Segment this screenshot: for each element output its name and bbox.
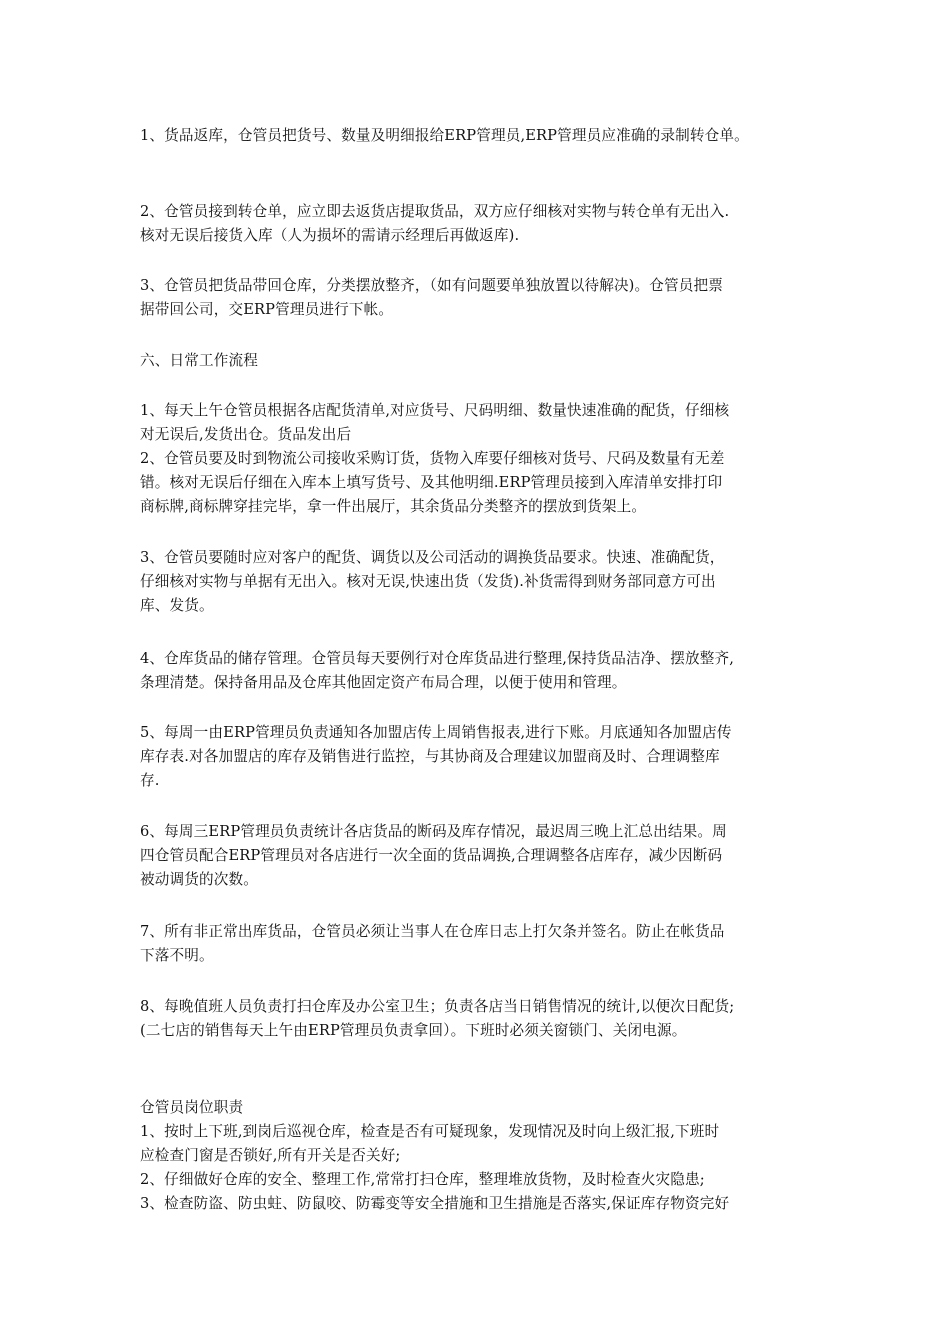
text-line: 1、每天上午仓管员根据各店配货清单,对应货号、尺码明细、数量快速准确的配货，仔细核	[140, 402, 730, 419]
text-line: 2、仔细做好仓库的安全、整理工作,常常打扫仓库，整理堆放货物，及时检查火灾隐患;	[140, 1171, 705, 1188]
text-line: 存.	[140, 772, 160, 789]
text-line: 5、每周一由ERP管理员负责通知各加盟店传上周销售报表,进行下账。月底通知各加盟店传	[140, 724, 732, 741]
text-line: 对无误后,发货出仓。货品发出后	[140, 426, 352, 443]
text-line: 据带回公司，交ERP管理员进行下帐。	[140, 301, 394, 318]
text-line: 3、仓管员要随时应对客户的配货、调货以及公司活动的调换货品要求。快速、准确配货，	[140, 549, 725, 566]
text-line: 下落不明。	[140, 947, 214, 964]
paragraph-daily-step-8	[140, 995, 830, 1043]
paragraph-return-step-3	[140, 274, 830, 322]
paragraph-return-step-1	[140, 124, 830, 148]
paragraph-return-step-2	[140, 200, 830, 248]
text-line: 6、每周三ERP管理员负责统计各店货品的断码及库存情况，最迟周三晚上汇总出结果。周	[140, 823, 727, 840]
section-heading: 仓管员岗位职责	[140, 1099, 244, 1116]
paragraph-daily-step-7	[140, 920, 830, 968]
text-line: 3、检查防盗、防虫蛀、防鼠咬、防霉变等安全措施和卫生措施是否落实,保证库存物资完好	[140, 1195, 730, 1212]
section-warehouse-keeper-duties	[140, 1096, 830, 1216]
paragraph-daily-step-5	[140, 721, 830, 793]
section-heading: 六、日常工作流程	[140, 352, 258, 369]
text-line: 库存表.对各加盟店的库存及销售进行监控，与其协商及合理建议加盟商及时、合理调整库	[140, 748, 720, 765]
text-line: 2、仓管员接到转仓单，应立即去返货店提取货品，双方应仔细核对实物与转仓单有无出入.	[140, 203, 730, 220]
paragraph-daily-step-6	[140, 820, 830, 892]
text-line: 库、发货。	[140, 597, 214, 614]
text-line: 条理清楚。保持备用品及仓库其他固定资产布局合理，以便于使用和管理。	[140, 674, 627, 691]
text-line: 1、按时上下班,到岗后巡视仓库，检查是否有可疑现象，发现情况及时向上级汇报,下班时	[140, 1123, 720, 1140]
paragraph-daily-step-1-2	[140, 399, 830, 519]
text-line: (二七店的销售每天上午由ERP管理员负责拿回）。下班时必须关窗锁门、关闭电源。	[140, 1022, 687, 1039]
section-heading-daily-workflow	[140, 349, 830, 373]
paragraph-daily-step-3	[140, 546, 830, 618]
text-line: 3、仓管员把货品带回仓库，分类摆放整齐，（如有问题要单独放置以待解决)。仓管员把票	[140, 277, 723, 294]
text-line: 应检查门窗是否锁好,所有开关是否关好;	[140, 1147, 401, 1164]
text-line: 被动调货的次数。	[140, 871, 258, 888]
text-line: 四仓管员配合ERP管理员对各店进行一次全面的货品调换,合理调整各店库存，减少因断码	[140, 847, 723, 864]
paragraph-daily-step-4	[140, 647, 830, 695]
text-line: 4、仓库货品的储存管理。仓管员每天要例行对仓库货品进行整理,保持货品洁净、摆放整齐,	[140, 650, 735, 667]
text-line: 核对无误后接货入库（人为损坏的需请示经理后再做返库).	[140, 227, 520, 244]
text-line: 仔细核对实物与单据有无出入。核对无误,快速出货（发货).补货需得到财务部同意方可出	[140, 573, 716, 590]
text-line: 错。核对无误后仔细在入库本上填写货号、及其他明细.ERP管理员接到入库清单安排打印	[140, 474, 723, 491]
text-line: 2、仓管员要及时到物流公司接收采购订货，货物入库要仔细核对货号、尺码及数量有无差	[140, 450, 725, 467]
text-line: 1、货品返库，仓管员把货号、数量及明细报给ERP管理员,ERP管理员应准确的录制转仓单。	[140, 127, 749, 144]
text-line: 8、每晚值班人员负责打扫仓库及办公室卫生；负责各店当日销售情况的统计,以便次日配货;	[140, 998, 735, 1015]
text-line: 7、所有非正常出库货品，仓管员必须让当事人在仓库日志上打欠条并签名。防止在帐货品	[140, 923, 725, 940]
text-line: 商标牌,商标牌穿挂完毕，拿一件出展厅，其余货品分类整齐的摆放到货架上。	[140, 498, 647, 515]
